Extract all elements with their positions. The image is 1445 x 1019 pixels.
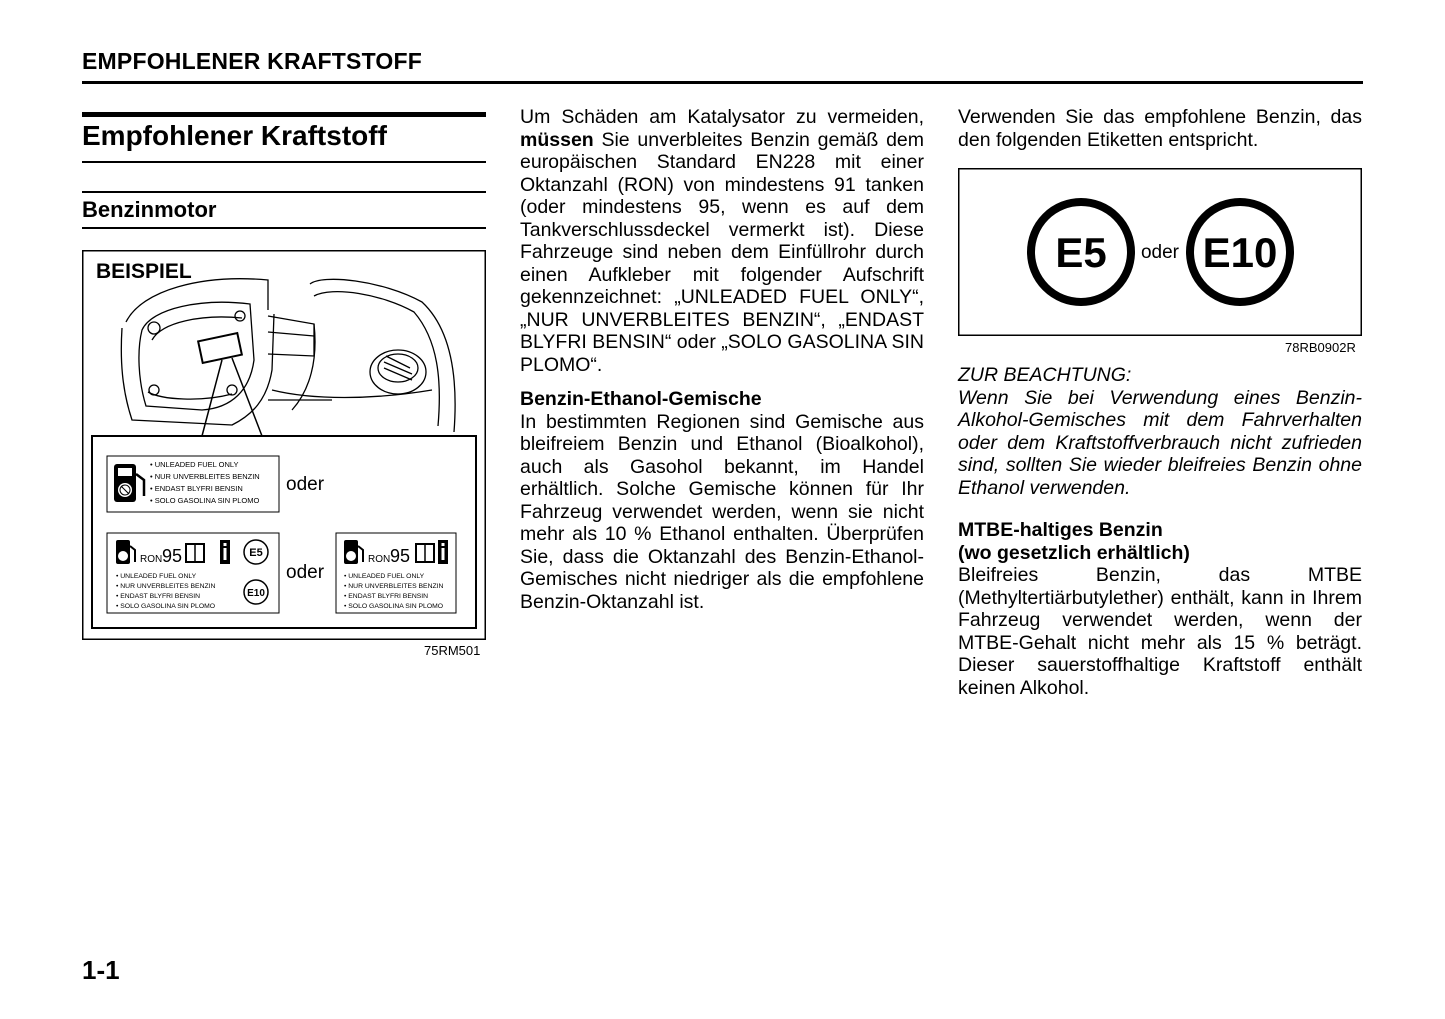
sticker-unleaded-only (107, 456, 279, 512)
e10-mark: E10 (247, 588, 265, 599)
paragraph: Verwenden Sie das empfohlene Benzin, das den folgenden Etiketten entspricht. (958, 106, 1362, 151)
figure-code: 78RB0902R (1285, 340, 1356, 355)
sticker-line: • UNLEADED FUEL ONLY (344, 573, 425, 580)
sticker-line: • UNLEADED FUEL ONLY (116, 573, 197, 580)
e5-mark: E5 (249, 547, 263, 559)
subsection-rule-top (82, 191, 486, 193)
sticker-ron95 (336, 533, 456, 613)
running-header: EMPFOHLENER KRAFTSTOFF (82, 48, 423, 74)
text-column-middle (520, 106, 924, 613)
subheading: Benzin-Ethanol-Gemische (520, 388, 762, 410)
e10-mark: E10 (1202, 229, 1278, 276)
text-column-right (958, 106, 1362, 151)
section-title: Empfohlener Kraftstoff (82, 120, 387, 151)
paragraph: In bestimmten Regionen sind Gemische aus bleifreiem Benzin und Ethanol (Bioalkohol), auch als Gasohol bekannt, im Handel erhältlich. Solche Gemische können für Ihr Fahrzeug verwendet werden, wenn sie nicht mehr als 10 % Ethanol enthalten. Überprüfen Sie, dass die Oktanzahl des Benzin-Ethanol-Gemisches nicht niedriger als die empfohlene Benzin-Oktanzahl ist. (520, 410, 924, 613)
sticker-line: • SOLO GASOLINA SIN PLOMO (116, 603, 216, 610)
subheading: (wo gesetzlich erhältlich) (958, 541, 1190, 564)
sticker-line: • ENDAST BLYFRI BENSIN (116, 593, 201, 600)
section-rule-bottom (82, 161, 486, 163)
page-number: 1-1 (82, 955, 120, 985)
note-title: ZUR BEACHTUNG: (958, 364, 1132, 386)
sticker-line: • UNLEADED FUEL ONLY (150, 460, 239, 469)
subsection-title: Benzinmotor (82, 197, 217, 222)
or-label: oder (286, 474, 325, 495)
or-label: oder (1140, 242, 1180, 263)
svg-text:95: 95 (162, 546, 183, 566)
figure-code: 75RM501 (424, 643, 481, 658)
emphasis: müssen (520, 128, 594, 151)
e5-mark: E5 (1055, 229, 1107, 276)
sticker-line: • ENDAST BLYFRI BENSIN (344, 593, 429, 600)
sticker-line: • NUR UNVERBLEITES BENZIN (116, 583, 216, 590)
section-rule-top (82, 112, 486, 117)
paragraph: Um Schäden am Katalysator zu vermeiden, müssen Sie unverbleites Benzin gemäß dem europäischen Standard EN228 mit einer Oktanzahl (RON) von mindestens 91 tanken (oder mindestens 95, wenn es auf dem Tankverschlussdeckel vermerkt ist). Diese Fahrzeuge sind neben dem Einfüllrohr durch einen Aufkleber mit folgender Aufschrift gekennzeichnet: „UNLEADED FUEL ONLY“, „NUR UNVERBLEITES BENZIN“, „ENDAST BLYFRI BENSIN“ oder „SOLO GASOLINA SIN PLOMO“. (520, 106, 925, 376)
svg-text:RON: RON (140, 554, 163, 565)
figure-label: BEISPIEL (96, 260, 192, 283)
sticker-line: • SOLO GASOLINA SIN PLOMO (344, 603, 444, 610)
sticker-line: • SOLO GASOLINA SIN PLOMO (150, 496, 260, 505)
sticker-line: • NUR UNVERBLEITES BENZIN (150, 472, 260, 481)
fuel-filler-figure (82, 250, 486, 640)
paragraph: Bleifreies Benzin, das MTBE (Methyltertiärbutylether) enthält, kann in Ihrem Fahrzeug verwendet werden, wenn der MTBE-Gehalt nicht mehr als 15 % beträgt. Dieser sauerstoffhaltige Kraftstoff enthält keinen Alkohol. (958, 564, 1362, 699)
svg-text:95: 95 (390, 546, 411, 566)
note-block (958, 364, 1362, 699)
sticker-line: • NUR UNVERBLEITES BENZIN (344, 583, 444, 590)
header-rule (82, 81, 1363, 84)
svg-text:RON: RON (368, 554, 391, 565)
note-text: Wenn Sie bei Verwendung eines Benzin-Alkohol-Gemisches mit dem Fahrverhalten oder dem Kraftstoffverbrauch nicht zufrieden sind, sollten Sie wieder bleifreies Benzin ohne Ethanol verwenden. (958, 386, 1362, 499)
or-label: oder (286, 562, 325, 583)
subheading: MTBE-haltiges Benzin (958, 519, 1163, 541)
sticker-ron95-e5-e10 (107, 533, 279, 613)
sticker-line: • ENDAST BLYFRI BENSIN (150, 484, 243, 493)
e5-e10-label-figure (958, 168, 1362, 336)
subsection-rule-bottom (82, 227, 486, 229)
